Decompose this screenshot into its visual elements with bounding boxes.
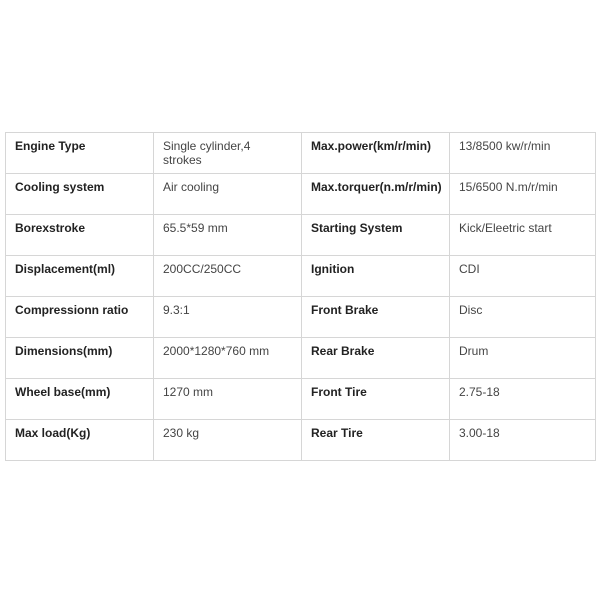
table-row <box>6 338 596 379</box>
spec-value: Kick/Eleetric start <box>450 215 596 256</box>
spec-value: Drum <box>450 338 596 379</box>
spec-value: Disc <box>450 297 596 338</box>
spec-label: Front Tire <box>302 379 450 420</box>
spec-label: Max load(Kg) <box>6 420 154 461</box>
spec-value: 13/8500 kw/r/min <box>450 133 596 174</box>
table-row <box>6 174 596 215</box>
spec-value: Air cooling <box>154 174 302 215</box>
spec-value: 65.5*59 mm <box>154 215 302 256</box>
spec-value: 2000*1280*760 mm <box>154 338 302 379</box>
spec-label: Cooling system <box>6 174 154 215</box>
spec-value: 9.3:1 <box>154 297 302 338</box>
table-row <box>6 256 596 297</box>
spec-label: Rear Tire <box>302 420 450 461</box>
table-row <box>6 379 596 420</box>
spec-label: Borexstroke <box>6 215 154 256</box>
spec-label: Front Brake <box>302 297 450 338</box>
spec-label: Max.torquer(n.m/r/min) <box>302 174 450 215</box>
table-row <box>6 420 596 461</box>
spec-label: Dimensions(mm) <box>6 338 154 379</box>
table-row <box>6 297 596 338</box>
spec-label: Starting System <box>302 215 450 256</box>
spec-label: Wheel base(mm) <box>6 379 154 420</box>
spec-value: 15/6500 N.m/r/min <box>450 174 596 215</box>
spec-value: Single cylinder,4 strokes <box>154 133 302 174</box>
spec-label: Displacement(ml) <box>6 256 154 297</box>
spec-label: Max.power(km/r/min) <box>302 133 450 174</box>
spec-value: 2.75-18 <box>450 379 596 420</box>
spec-value: 3.00-18 <box>450 420 596 461</box>
spec-value: CDI <box>450 256 596 297</box>
spec-label: Ignition <box>302 256 450 297</box>
table-row <box>6 133 596 174</box>
spec-table <box>5 132 596 461</box>
spec-value: 1270 mm <box>154 379 302 420</box>
spec-value: 200CC/250CC <box>154 256 302 297</box>
spec-label: Rear Brake <box>302 338 450 379</box>
table-row <box>6 215 596 256</box>
spec-value: 230 kg <box>154 420 302 461</box>
spec-label: Compressionn ratio <box>6 297 154 338</box>
spec-label: Engine Type <box>6 133 154 174</box>
